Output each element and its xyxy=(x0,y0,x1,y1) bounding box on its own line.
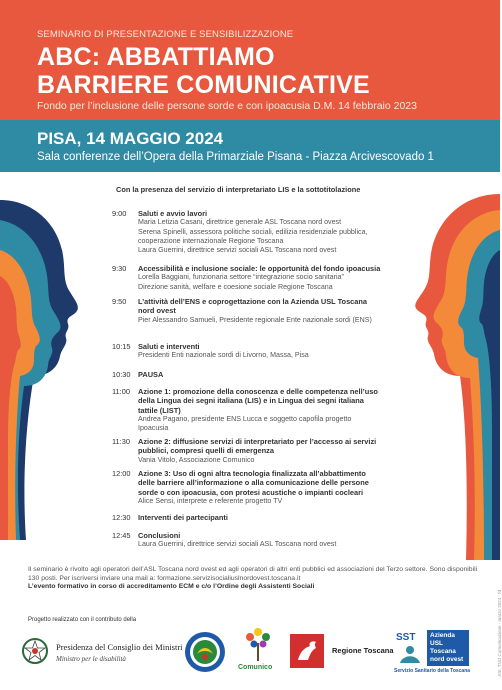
header-kicker: SEMINARIO DI PRESENTAZIONE E SENSIBILIZZAZIONE xyxy=(37,29,294,40)
event-venue: Sala conferenze dell’Opera della Primarziale Pisana - Piazza Arcivescovado 1 xyxy=(37,151,434,163)
asl-line-2: USL xyxy=(430,640,443,647)
sst-figure-icon xyxy=(395,644,425,664)
item-speakers: Andrea Pagano, presidente ENS Lucca e soggetto capofila progetto Ipoacusia xyxy=(138,414,352,433)
item-title: Conclusioni xyxy=(138,531,181,540)
sst-subtitle: Servizio Sanitario della Toscana xyxy=(394,668,471,674)
item-title: Azione 3: Uso di ogni altra tecnologia finalizzata all’abbattimento delle barriere all’informazione o alla comunicazione delle persone sorde o con ipoacusia, con protesi acustiche o impianti cocleari xyxy=(138,469,369,497)
item-time: 9:00 xyxy=(112,209,127,218)
item-speakers: Maria Letizia Casani, direttrice generale ASL Toscana nord ovest Serena Spinelli, assessora politiche sociali, edilizia residenziale pubblica, cooperazione internazionale Regione Toscana Laura Guerrini, direttrice servizi sociali ASL Toscana nord ovest xyxy=(138,218,368,255)
date-band xyxy=(0,120,500,172)
ministro-name: Ministro per le disabilità xyxy=(56,655,126,663)
page-title: ABC: ABBATTIAMO BARRIERE COMUNICATIVE xyxy=(37,43,370,99)
item-speakers: Pier Alessandro Samueli, Presidente regionale Ente nazionale sordi (ENS) xyxy=(138,315,372,324)
asl-logo xyxy=(394,630,472,674)
accreditation-note: L’evento formativo in corso di accreditamento ECM e c/o l’Ordine degli Assistenti Sociali xyxy=(28,583,315,591)
item-time: 12:00 xyxy=(112,469,131,478)
program-intro: Con la presenza del servizio di interpretariato LIS e la sottotitolazione xyxy=(116,185,361,194)
item-title: Azione 2: diffusione servizi di interpretariato per l’accesso ai servizi pubblici, compresi quelli di emergenza xyxy=(138,437,377,456)
emblem-icon xyxy=(20,634,50,668)
regione-toscana-logo xyxy=(290,634,394,670)
item-time: 10:15 xyxy=(112,342,131,351)
item-title: Saluti e avvio lavori xyxy=(138,209,208,218)
event-date: PISA, 14 MAGGIO 2024 xyxy=(37,129,224,148)
registration-notes xyxy=(28,566,478,592)
item-time: 11:00 xyxy=(112,387,130,396)
item-title: Saluti e interventi xyxy=(138,342,200,351)
header xyxy=(0,0,500,120)
presidenza-name: Presidenza del Consiglio dei Ministri xyxy=(56,642,183,652)
item-speakers: Lorella Baggiani, funzionaria settore “integrazione socio sanitaria” Direzione sanità, welfare e coesione sociale Regione Toscana xyxy=(138,273,344,291)
presidenza-logo xyxy=(20,634,183,670)
header-subtitle: Fondo per l’inclusione delle persone sorde e con ipoacusia D.M. 14 febbraio 2023 xyxy=(37,100,417,112)
item-time: 10:30 xyxy=(112,370,131,379)
ens-logo xyxy=(183,630,227,674)
ens-emblem-icon xyxy=(183,630,227,674)
asl-line-1: Azienda xyxy=(430,632,455,639)
item-time: 12:45 xyxy=(112,531,131,540)
item-title: Accessibilità e inclusione sociale: le opportunità del fondo ipoacusia xyxy=(138,264,381,273)
asl-line-4: nord ovest xyxy=(430,656,464,663)
item-time: 9:30 xyxy=(112,264,127,273)
item-title: Azione 1: promozione della conoscenza e delle competenza nell’uso della Lingua dei segni italiana (LIS) e in Lingua dei segni italiana tattile (LIST) xyxy=(138,387,378,415)
item-time: 9:50 xyxy=(112,297,127,306)
item-speakers: Alice Sensi, interprete e referente progetto TV xyxy=(138,496,283,505)
item-title: L’attività dell’ENS e coprogettazione con la Azienda USL Toscana nord ovest xyxy=(138,297,368,316)
right-face-silhouettes-icon xyxy=(380,180,500,560)
left-face-silhouettes-icon xyxy=(0,180,110,540)
item-speakers: Presidenti Enti nazionale sordi di Livorno, Massa, Pisa xyxy=(138,351,309,360)
item-time: 12:30 xyxy=(112,513,131,522)
item-speakers: Vania Vitolo, Associazione Comunico xyxy=(138,455,255,464)
notes-text: Il seminario è rivolto agli operatori dell’ASL Toscana nord ovest ed agli operatori di altri enti pubblici ed associazioni del Terzo settore. Sono disponibili 130 posti. Per iscriversi inviare una mail a: formazione.servizisocialiuslnordovest.toscana.it xyxy=(28,566,478,582)
sst-label: SST xyxy=(396,632,416,643)
regione-name: Regione Toscana xyxy=(332,646,394,655)
footer-label: Progetto realizzato con il contributo della xyxy=(28,617,137,623)
comunico-tree-icon xyxy=(236,625,280,663)
print-code: ASL TNO Comunicazione - marzo 2024 - fd xyxy=(497,590,502,677)
item-time: 11:30 xyxy=(112,437,130,446)
item-speakers: Laura Guerrini, direttrice servizi sociali ASL Toscana nord ovest xyxy=(138,540,337,549)
comunico-name: Comunico xyxy=(238,664,273,671)
asl-line-3: Toscana xyxy=(430,648,456,655)
comunico-logo xyxy=(236,625,280,675)
item-title: PAUSA xyxy=(138,370,164,379)
item-title: Interventi dei partecipanti xyxy=(138,513,228,522)
pegasus-icon xyxy=(290,634,324,668)
